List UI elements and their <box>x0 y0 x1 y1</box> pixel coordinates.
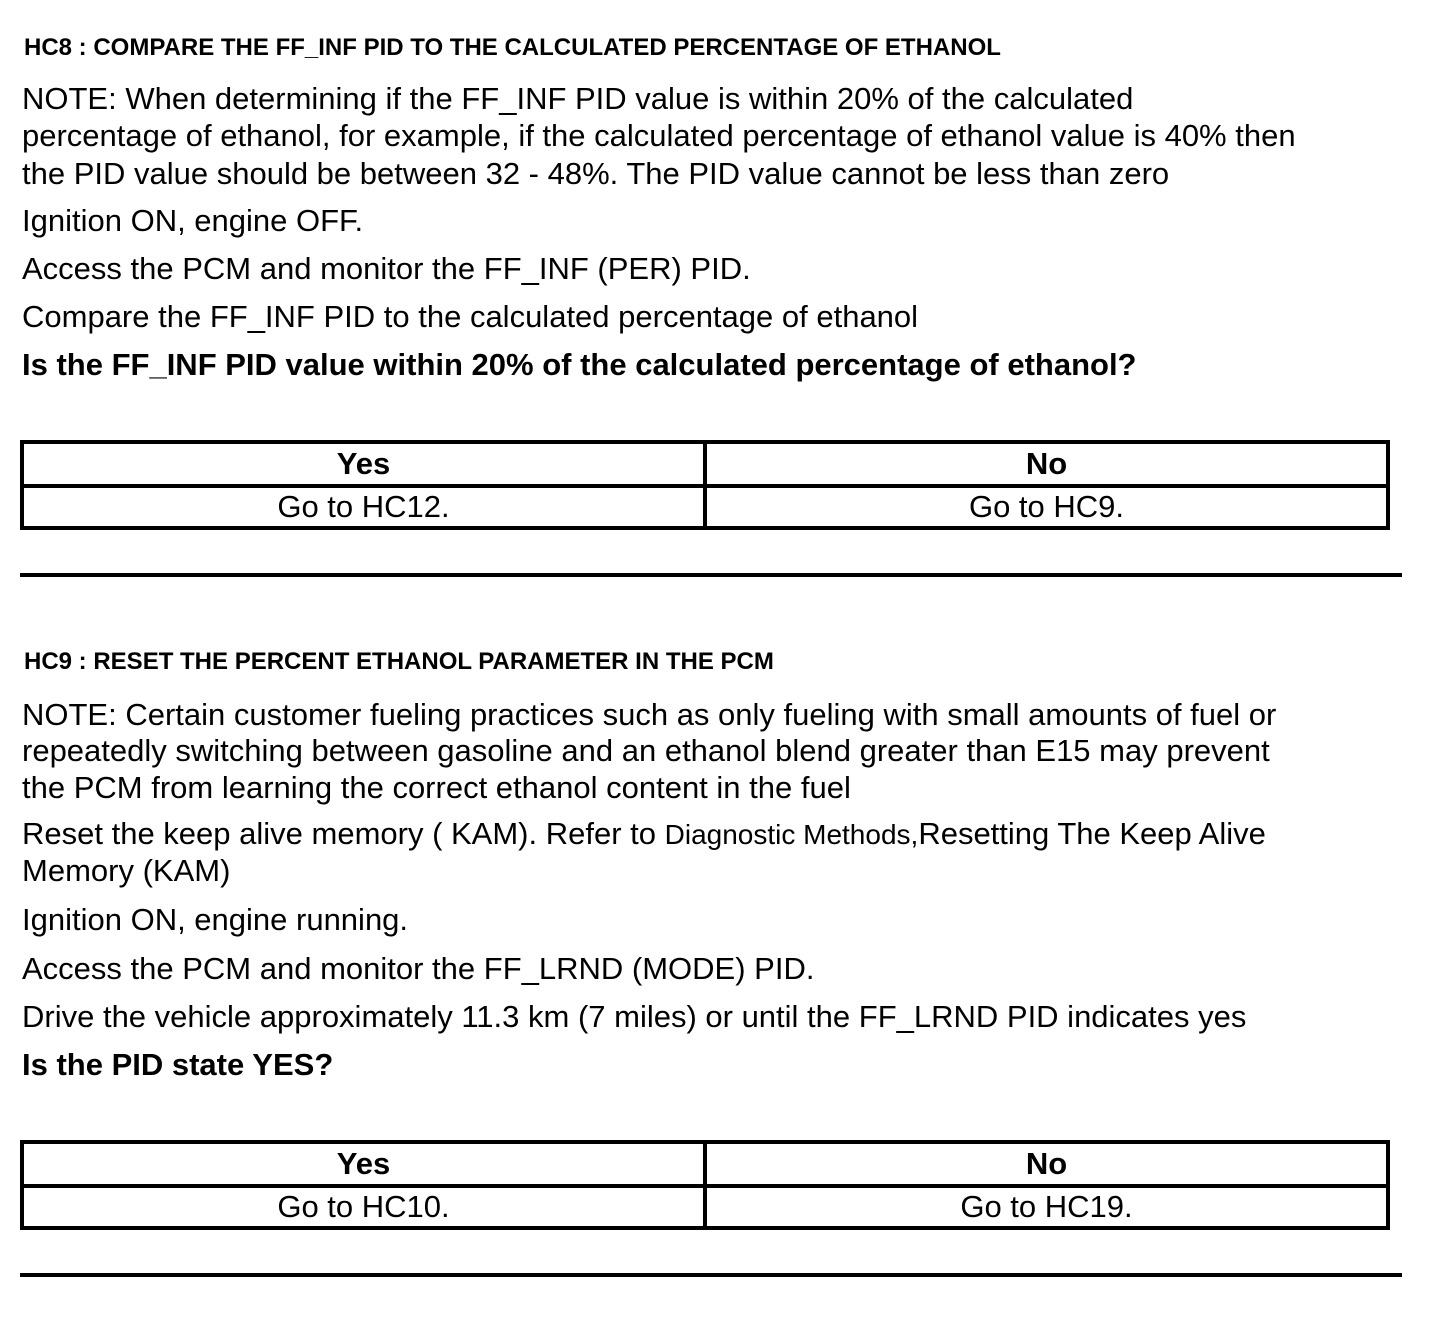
step-text: Ignition ON, engine running. <box>22 902 409 937</box>
question-text: Is the PID state YES? <box>22 1047 334 1082</box>
step-text: Ignition ON, engine OFF. <box>22 203 364 238</box>
note-line: the PCM from learning the correct ethanol content in the fuel <box>22 770 851 805</box>
decision-table-hc9 <box>20 1140 1390 1230</box>
note-line: percentage of ethanol, for example, if the calculated percentage of ethanol value is 40% then <box>22 118 1296 153</box>
note-line: NOTE: When determining if the FF_INF PID value is within 20% of the calculated <box>22 81 1134 116</box>
step-text: Compare the FF_INF PID to the calculated percentage of ethanol <box>22 299 919 334</box>
section-heading-hc9: HC9 : RESET THE PERCENT ETHANOL PARAMETER IN THE PCM <box>24 648 774 675</box>
step-text: Access the PCM and monitor the FF_LRND (MODE) PID. <box>22 951 815 986</box>
no-header: No <box>705 1142 1388 1186</box>
decision-table-hc8 <box>20 440 1390 530</box>
step-text: Access the PCM and monitor the FF_INF (PER) PID. <box>22 251 751 286</box>
no-action: Go to HC19. <box>705 1186 1388 1228</box>
note-line: repeatedly switching between gasoline and an ethanol blend greater than E15 may prevent <box>22 733 1270 768</box>
section-divider <box>20 1273 1402 1277</box>
reset-step-line2: Memory (KAM) <box>22 853 231 888</box>
yes-action: Go to HC12. <box>22 486 705 528</box>
step-text: Drive the vehicle approximately 11.3 km (7 miles) or until the FF_LRND PID indicates yes <box>22 999 1247 1034</box>
note-line: NOTE: Certain customer fueling practices such as only fueling with small amounts of fuel or <box>22 697 1277 732</box>
note-line: the PID value should be between 32 - 48%. The PID value cannot be less than zero <box>22 156 1170 191</box>
reset-step-prefix: Reset the keep alive memory ( KAM). Refer to <box>22 816 665 851</box>
question-text: Is the FF_INF PID value within 20% of the calculated percentage of ethanol? <box>22 347 1137 382</box>
reset-step <box>22 815 1266 853</box>
no-header: No <box>705 442 1388 486</box>
reset-step-suffix: Resetting The Keep Alive <box>918 816 1266 851</box>
yes-header: Yes <box>22 442 705 486</box>
section-heading-hc8: HC8 : COMPARE THE FF_INF PID TO THE CALCULATED PERCENTAGE OF ETHANOL <box>24 34 1001 61</box>
reference-link: Diagnostic Methods, <box>664 819 919 850</box>
no-action: Go to HC9. <box>705 486 1388 528</box>
yes-header: Yes <box>22 1142 705 1186</box>
yes-action: Go to HC10. <box>22 1186 705 1228</box>
section-divider <box>20 573 1402 577</box>
